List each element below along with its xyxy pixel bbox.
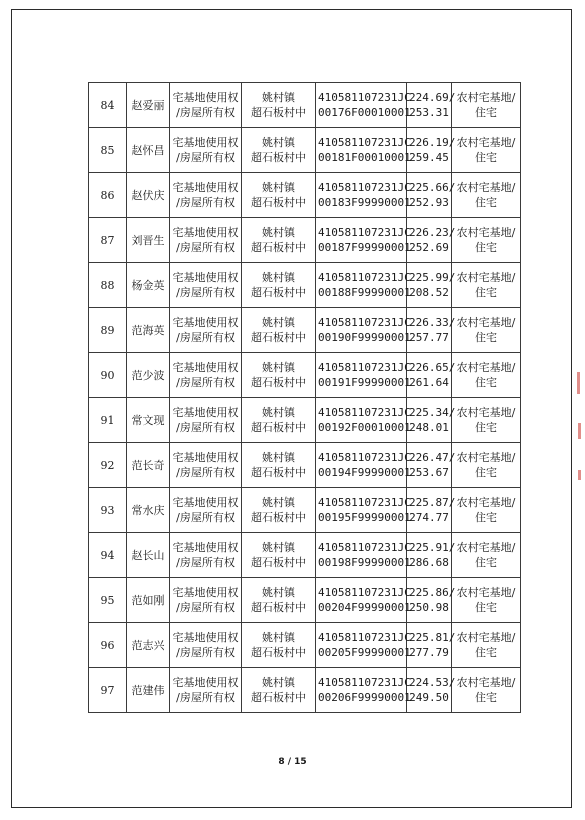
cell-text: 宅基地使用权 bbox=[172, 586, 239, 599]
area-cell bbox=[407, 308, 456, 353]
cell-text: 农村宅基地/ bbox=[456, 586, 516, 599]
cell-text: 超石板村中 bbox=[251, 511, 306, 524]
cell-text: /房屋所有权 bbox=[176, 646, 235, 659]
row-number-cell bbox=[89, 83, 127, 128]
cell-text: 农村宅基地/ bbox=[456, 496, 516, 509]
cell-text: 农村宅基地/ bbox=[456, 316, 516, 329]
cell-text: /房屋所有权 bbox=[176, 601, 235, 614]
parcel-code-cell bbox=[316, 668, 411, 713]
parcel-code-cell bbox=[316, 578, 411, 623]
cell-text: 410581107231JC bbox=[318, 226, 411, 239]
right-type-cell bbox=[170, 353, 242, 398]
cell-text: 赵伏庆 bbox=[131, 188, 165, 202]
parcel-code-cell bbox=[316, 623, 411, 668]
cell-text: 00206F99990001 bbox=[318, 691, 411, 704]
table-row bbox=[89, 398, 521, 443]
registry-table-body bbox=[89, 83, 521, 713]
cell-text: 住宅 bbox=[475, 466, 497, 479]
area-cell bbox=[407, 578, 456, 623]
cell-text: 410581107231JC bbox=[318, 451, 411, 464]
cell-text: 225.86/ bbox=[409, 586, 456, 599]
area-cell bbox=[407, 623, 456, 668]
red-stamp-edge-mark bbox=[578, 423, 581, 439]
cell-text: 姚村镇 bbox=[262, 676, 295, 689]
cell-text: 超石板村中 bbox=[251, 196, 306, 209]
cell-text: 超石板村中 bbox=[251, 376, 306, 389]
cell-text: 农村宅基地/ bbox=[456, 406, 516, 419]
cell-text: 刘晋生 bbox=[131, 233, 165, 247]
cell-text: 89 bbox=[100, 323, 115, 337]
location-cell bbox=[242, 533, 316, 578]
owner-name-cell bbox=[127, 533, 170, 578]
right-type-cell bbox=[170, 83, 242, 128]
cell-text: /房屋所有权 bbox=[176, 376, 235, 389]
table-row bbox=[89, 443, 521, 488]
right-type-cell bbox=[170, 308, 242, 353]
cell-text: 宅基地使用权 bbox=[172, 541, 239, 554]
cell-text: 00194F99990001 bbox=[318, 466, 411, 479]
cell-text: 286.68 bbox=[409, 556, 449, 569]
cell-text: 住宅 bbox=[475, 106, 497, 119]
cell-text: 宅基地使用权 bbox=[172, 676, 239, 689]
cell-text: 248.01 bbox=[409, 421, 449, 434]
cell-text: 00187F99990001 bbox=[318, 241, 411, 254]
cell-text: 范志兴 bbox=[131, 638, 165, 652]
cell-text: 410581107231JC bbox=[318, 91, 411, 104]
owner-name-cell bbox=[127, 128, 170, 173]
cell-text: 410581107231JC bbox=[318, 271, 411, 284]
right-type-cell bbox=[170, 263, 242, 308]
cell-text: 超石板村中 bbox=[251, 466, 306, 479]
cell-text: 96 bbox=[100, 638, 115, 652]
table-row bbox=[89, 353, 521, 398]
row-number-cell bbox=[89, 623, 127, 668]
cell-text: 范海英 bbox=[131, 323, 165, 337]
red-stamp-edge-mark bbox=[577, 372, 580, 394]
right-type-cell bbox=[170, 578, 242, 623]
cell-text: 00181F00010001 bbox=[318, 151, 411, 164]
parcel-code-cell bbox=[316, 488, 411, 533]
cell-text: 84 bbox=[100, 98, 115, 112]
cell-text: 226.19/ bbox=[409, 136, 456, 149]
cell-text: 86 bbox=[100, 188, 115, 202]
row-number-cell bbox=[89, 578, 127, 623]
owner-name-cell bbox=[127, 218, 170, 263]
cell-text: 249.50 bbox=[409, 691, 449, 704]
cell-text: /房屋所有权 bbox=[176, 241, 235, 254]
cell-text: 住宅 bbox=[475, 196, 497, 209]
cell-text: 农村宅基地/ bbox=[456, 361, 516, 374]
area-cell bbox=[407, 353, 456, 398]
cell-text: 宅基地使用权 bbox=[172, 361, 239, 374]
cell-text: 225.99/ bbox=[409, 271, 456, 284]
location-cell bbox=[242, 128, 316, 173]
table-row bbox=[89, 83, 521, 128]
cell-text: 住宅 bbox=[475, 331, 497, 344]
cell-text: 410581107231JC bbox=[318, 361, 411, 374]
right-type-cell bbox=[170, 128, 242, 173]
cell-text: 92 bbox=[100, 458, 115, 472]
parcel-code-cell bbox=[316, 128, 411, 173]
land-use-cell bbox=[452, 398, 521, 443]
owner-name-cell bbox=[127, 668, 170, 713]
cell-text: 226.23/ bbox=[409, 226, 456, 239]
table-row bbox=[89, 533, 521, 578]
location-cell bbox=[242, 308, 316, 353]
cell-text: 超石板村中 bbox=[251, 106, 306, 119]
cell-text: 姚村镇 bbox=[262, 271, 295, 284]
cell-text: 超石板村中 bbox=[251, 601, 306, 614]
cell-text: 93 bbox=[100, 503, 115, 517]
land-use-cell bbox=[452, 218, 521, 263]
right-type-cell bbox=[170, 488, 242, 533]
row-number-cell bbox=[89, 308, 127, 353]
cell-text: 00190F99990001 bbox=[318, 331, 411, 344]
cell-text: 94 bbox=[100, 548, 115, 562]
cell-text: 宅基地使用权 bbox=[172, 226, 239, 239]
cell-text: 超石板村中 bbox=[251, 646, 306, 659]
area-cell bbox=[407, 668, 456, 713]
land-use-cell bbox=[452, 668, 521, 713]
area-cell bbox=[407, 533, 456, 578]
owner-name-cell bbox=[127, 353, 170, 398]
area-cell bbox=[407, 218, 456, 263]
cell-text: 410581107231JC bbox=[318, 316, 411, 329]
owner-name-cell bbox=[127, 398, 170, 443]
cell-text: /房屋所有权 bbox=[176, 196, 235, 209]
cell-text: 宅基地使用权 bbox=[172, 631, 239, 644]
parcel-code-cell bbox=[316, 443, 411, 488]
cell-text: 252.69 bbox=[409, 241, 449, 254]
cell-text: 宅基地使用权 bbox=[172, 451, 239, 464]
parcel-code-cell bbox=[316, 263, 411, 308]
location-cell bbox=[242, 83, 316, 128]
cell-text: 姚村镇 bbox=[262, 496, 295, 509]
table-row bbox=[89, 488, 521, 533]
right-type-cell bbox=[170, 398, 242, 443]
cell-text: 姚村镇 bbox=[262, 91, 295, 104]
cell-text: 410581107231JC bbox=[318, 181, 411, 194]
location-cell bbox=[242, 578, 316, 623]
cell-text: 宅基地使用权 bbox=[172, 181, 239, 194]
cell-text: 00183F99990001 bbox=[318, 196, 411, 209]
cell-text: 宅基地使用权 bbox=[172, 136, 239, 149]
cell-text: 姚村镇 bbox=[262, 181, 295, 194]
cell-text: 00204F99990001 bbox=[318, 601, 411, 614]
cell-text: 住宅 bbox=[475, 376, 497, 389]
cell-text: 宅基地使用权 bbox=[172, 91, 239, 104]
owner-name-cell bbox=[127, 173, 170, 218]
cell-text: 91 bbox=[100, 413, 115, 427]
cell-text: 超石板村中 bbox=[251, 286, 306, 299]
cell-text: 姚村镇 bbox=[262, 226, 295, 239]
cell-text: 住宅 bbox=[475, 151, 497, 164]
cell-text: 超石板村中 bbox=[251, 691, 306, 704]
cell-text: 252.93 bbox=[409, 196, 449, 209]
cell-text: 253.67 bbox=[409, 466, 449, 479]
parcel-code-cell bbox=[316, 308, 411, 353]
owner-name-cell bbox=[127, 263, 170, 308]
cell-text: 宅基地使用权 bbox=[172, 271, 239, 284]
cell-text: 姚村镇 bbox=[262, 541, 295, 554]
location-cell bbox=[242, 443, 316, 488]
cell-text: 00191F99990001 bbox=[318, 376, 411, 389]
cell-text: 224.69/ bbox=[409, 91, 456, 104]
cell-text: 97 bbox=[100, 683, 115, 697]
location-cell bbox=[242, 668, 316, 713]
cell-text: 常水庆 bbox=[131, 503, 165, 517]
cell-text: 超石板村中 bbox=[251, 331, 306, 344]
cell-text: 257.77 bbox=[409, 331, 449, 344]
cell-text: 农村宅基地/ bbox=[456, 631, 516, 644]
land-use-cell bbox=[452, 533, 521, 578]
cell-text: 农村宅基地/ bbox=[456, 226, 516, 239]
parcel-code-cell bbox=[316, 353, 411, 398]
cell-text: 261.64 bbox=[409, 376, 449, 389]
location-cell bbox=[242, 398, 316, 443]
land-use-cell bbox=[452, 443, 521, 488]
cell-text: 农村宅基地/ bbox=[456, 181, 516, 194]
cell-text: 范少波 bbox=[131, 368, 165, 382]
table-row bbox=[89, 623, 521, 668]
owner-name-cell bbox=[127, 308, 170, 353]
cell-text: 姚村镇 bbox=[262, 136, 295, 149]
cell-text: 超石板村中 bbox=[251, 421, 306, 434]
cell-text: 225.87/ bbox=[409, 496, 456, 509]
cell-text: 姚村镇 bbox=[262, 586, 295, 599]
row-number-cell bbox=[89, 173, 127, 218]
cell-text: 住宅 bbox=[475, 286, 497, 299]
table-row bbox=[89, 218, 521, 263]
cell-text: 住宅 bbox=[475, 646, 497, 659]
land-use-cell bbox=[452, 578, 521, 623]
cell-text: 超石板村中 bbox=[251, 556, 306, 569]
cell-text: 姚村镇 bbox=[262, 406, 295, 419]
owner-name-cell bbox=[127, 83, 170, 128]
cell-text: 赵长山 bbox=[131, 548, 165, 562]
cell-text: 宅基地使用权 bbox=[172, 406, 239, 419]
cell-text: 00195F99990001 bbox=[318, 511, 411, 524]
cell-text: 杨金英 bbox=[131, 278, 165, 292]
land-use-cell bbox=[452, 623, 521, 668]
parcel-code-cell bbox=[316, 533, 411, 578]
row-number-cell bbox=[89, 353, 127, 398]
row-number-cell bbox=[89, 218, 127, 263]
right-type-cell bbox=[170, 623, 242, 668]
red-stamp-edge-mark bbox=[578, 470, 581, 480]
row-number-cell bbox=[89, 263, 127, 308]
location-cell bbox=[242, 218, 316, 263]
cell-text: 253.31 bbox=[409, 106, 449, 119]
location-cell bbox=[242, 623, 316, 668]
area-cell bbox=[407, 128, 456, 173]
cell-text: 00198F99990001 bbox=[318, 556, 411, 569]
table-row bbox=[89, 668, 521, 713]
location-cell bbox=[242, 173, 316, 218]
row-number-cell bbox=[89, 443, 127, 488]
owner-name-cell bbox=[127, 623, 170, 668]
area-cell bbox=[407, 443, 456, 488]
land-use-cell bbox=[452, 83, 521, 128]
right-type-cell bbox=[170, 443, 242, 488]
land-use-cell bbox=[452, 128, 521, 173]
land-use-cell bbox=[452, 308, 521, 353]
cell-text: 农村宅基地/ bbox=[456, 91, 516, 104]
cell-text: 住宅 bbox=[475, 241, 497, 254]
area-cell bbox=[407, 173, 456, 218]
cell-text: /房屋所有权 bbox=[176, 511, 235, 524]
table-row bbox=[89, 128, 521, 173]
land-use-cell bbox=[452, 353, 521, 398]
registry-table bbox=[88, 82, 521, 713]
cell-text: /房屋所有权 bbox=[176, 331, 235, 344]
cell-text: 90 bbox=[100, 368, 115, 382]
cell-text: 225.91/ bbox=[409, 541, 456, 554]
cell-text: 00188F99990001 bbox=[318, 286, 411, 299]
owner-name-cell bbox=[127, 443, 170, 488]
row-number-cell bbox=[89, 533, 127, 578]
cell-text: 农村宅基地/ bbox=[456, 271, 516, 284]
cell-text: 住宅 bbox=[475, 511, 497, 524]
cell-text: 410581107231JC bbox=[318, 586, 411, 599]
cell-text: 226.33/ bbox=[409, 316, 456, 329]
right-type-cell bbox=[170, 173, 242, 218]
cell-text: 274.77 bbox=[409, 511, 449, 524]
cell-text: /房屋所有权 bbox=[176, 106, 235, 119]
right-type-cell bbox=[170, 668, 242, 713]
cell-text: 住宅 bbox=[475, 691, 497, 704]
cell-text: 农村宅基地/ bbox=[456, 451, 516, 464]
cell-text: 超石板村中 bbox=[251, 241, 306, 254]
cell-text: 410581107231JC bbox=[318, 541, 411, 554]
cell-text: /房屋所有权 bbox=[176, 421, 235, 434]
cell-text: 住宅 bbox=[475, 601, 497, 614]
area-cell bbox=[407, 263, 456, 308]
cell-text: 赵爱丽 bbox=[131, 98, 165, 112]
cell-text: 225.34/ bbox=[409, 406, 456, 419]
cell-text: /房屋所有权 bbox=[176, 556, 235, 569]
cell-text: 姚村镇 bbox=[262, 361, 295, 374]
area-cell bbox=[407, 398, 456, 443]
cell-text: 超石板村中 bbox=[251, 151, 306, 164]
cell-text: 226.47/ bbox=[409, 451, 456, 464]
cell-text: 208.52 bbox=[409, 286, 449, 299]
cell-text: 00192F00010001 bbox=[318, 421, 411, 434]
cell-text: /房屋所有权 bbox=[176, 151, 235, 164]
cell-text: 250.98 bbox=[409, 601, 449, 614]
cell-text: 95 bbox=[100, 593, 115, 607]
owner-name-cell bbox=[127, 488, 170, 533]
cell-text: /房屋所有权 bbox=[176, 691, 235, 704]
row-number-cell bbox=[89, 668, 127, 713]
right-type-cell bbox=[170, 218, 242, 263]
parcel-code-cell bbox=[316, 398, 411, 443]
location-cell bbox=[242, 353, 316, 398]
cell-text: 410581107231JC bbox=[318, 676, 411, 689]
cell-text: 宅基地使用权 bbox=[172, 496, 239, 509]
cell-text: 姚村镇 bbox=[262, 631, 295, 644]
table-row bbox=[89, 263, 521, 308]
cell-text: 85 bbox=[100, 143, 115, 157]
cell-text: 农村宅基地/ bbox=[456, 136, 516, 149]
cell-text: 常文现 bbox=[131, 413, 165, 427]
page-number: 8 / 15 bbox=[278, 757, 307, 767]
land-use-cell bbox=[452, 173, 521, 218]
row-number-cell bbox=[89, 398, 127, 443]
cell-text: 410581107231JC bbox=[318, 136, 411, 149]
cell-text: /房屋所有权 bbox=[176, 286, 235, 299]
land-use-cell bbox=[452, 488, 521, 533]
cell-text: 住宅 bbox=[475, 421, 497, 434]
cell-text: 范如刚 bbox=[131, 593, 165, 607]
parcel-code-cell bbox=[316, 218, 411, 263]
cell-text: 225.66/ bbox=[409, 181, 456, 194]
cell-text: 277.79 bbox=[409, 646, 449, 659]
location-cell bbox=[242, 263, 316, 308]
cell-text: 224.53/ bbox=[409, 676, 456, 689]
cell-text: 410581107231JC bbox=[318, 406, 411, 419]
cell-text: 259.45 bbox=[409, 151, 449, 164]
cell-text: 00205F99990001 bbox=[318, 646, 411, 659]
cell-text: 农村宅基地/ bbox=[456, 541, 516, 554]
cell-text: 赵怀昌 bbox=[131, 143, 165, 157]
parcel-code-cell bbox=[316, 83, 411, 128]
cell-text: 410581107231JC bbox=[318, 631, 411, 644]
table-row bbox=[89, 173, 521, 218]
cell-text: 住宅 bbox=[475, 556, 497, 569]
land-use-cell bbox=[452, 263, 521, 308]
cell-text: 410581107231JC bbox=[318, 496, 411, 509]
right-type-cell bbox=[170, 533, 242, 578]
location-cell bbox=[242, 488, 316, 533]
table-row bbox=[89, 308, 521, 353]
cell-text: /房屋所有权 bbox=[176, 466, 235, 479]
cell-text: 姚村镇 bbox=[262, 451, 295, 464]
area-cell bbox=[407, 83, 456, 128]
cell-text: 姚村镇 bbox=[262, 316, 295, 329]
row-number-cell bbox=[89, 488, 127, 533]
cell-text: 88 bbox=[100, 278, 115, 292]
cell-text: 226.65/ bbox=[409, 361, 456, 374]
table-row bbox=[89, 578, 521, 623]
cell-text: 87 bbox=[100, 233, 115, 247]
cell-text: 宅基地使用权 bbox=[172, 316, 239, 329]
cell-text: 范建伟 bbox=[131, 683, 165, 697]
row-number-cell bbox=[89, 128, 127, 173]
cell-text: 范长奇 bbox=[131, 458, 165, 472]
cell-text: 225.81/ bbox=[409, 631, 456, 644]
owner-name-cell bbox=[127, 578, 170, 623]
parcel-code-cell bbox=[316, 173, 411, 218]
cell-text: 00176F00010001 bbox=[318, 106, 411, 119]
cell-text: 农村宅基地/ bbox=[456, 676, 516, 689]
area-cell bbox=[407, 488, 456, 533]
